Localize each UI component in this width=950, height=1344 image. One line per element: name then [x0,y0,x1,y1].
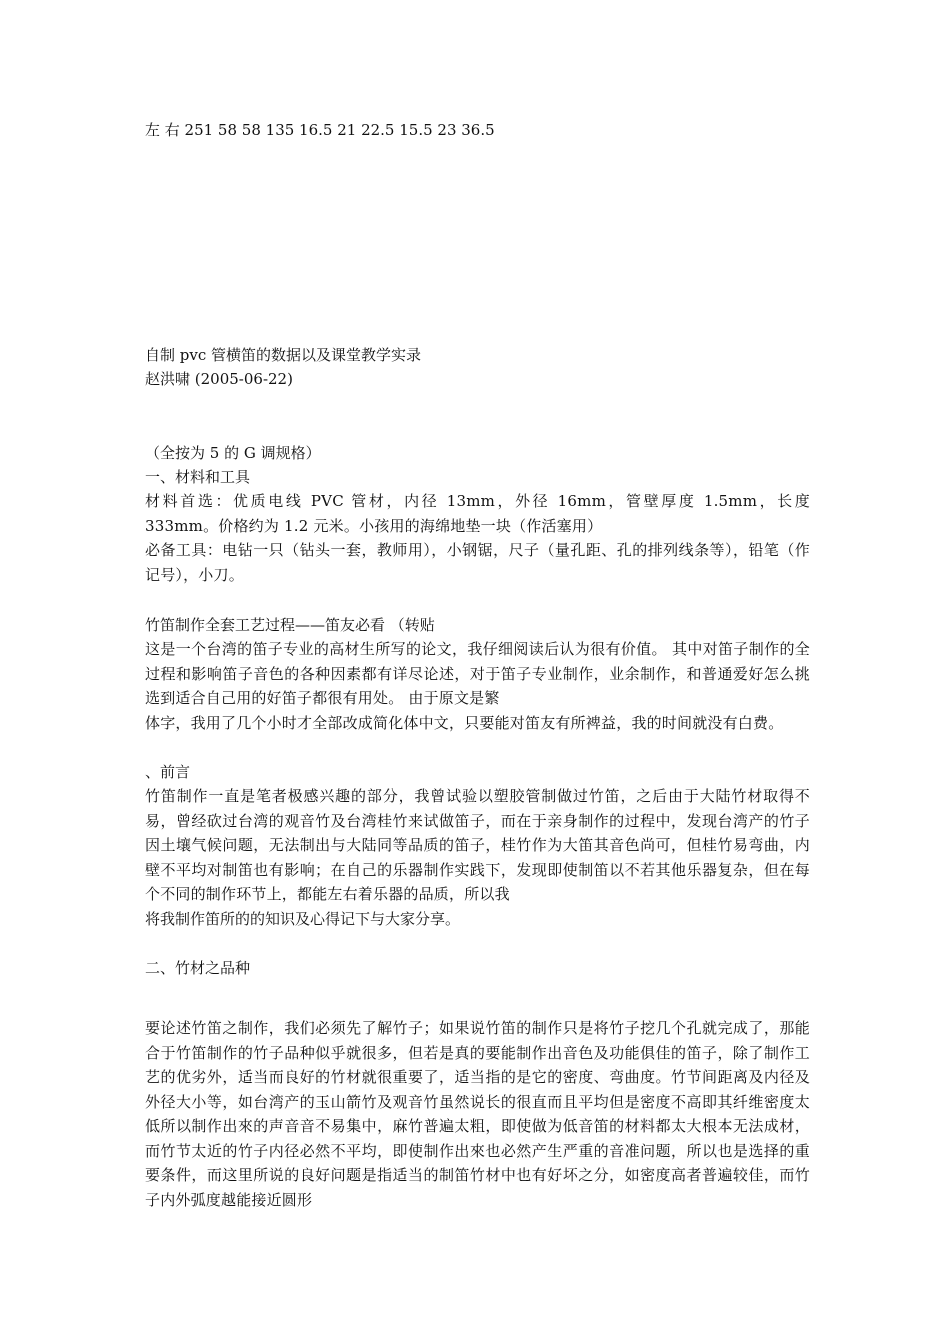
section2-heading: 二、竹材之品种 [145,959,251,977]
intro-paragraph-2: 体字，我用了几个小时才全部改成简化体中文，只要能对笛友有所裨益，我的时间就没有白费。 [145,714,784,732]
document-title: 自制 pvc 管横笛的数据以及课堂教学实录 [145,346,422,364]
section1-heading: 一、材料和工具 [145,468,251,486]
key-note: （全按为 5 的 G 调规格） [145,444,321,462]
preface-paragraph-2: 将我制作笛所的的知识及心得记下与大家分享。 [145,910,461,928]
article-title: 竹笛制作全套工艺过程——笛友必看 （转贴 [145,616,435,634]
preface-paragraph-1: 竹笛制作一直是笔者极感兴趣的部分，我曾试验以塑胶管制做过竹笛，之后由于大陆竹材取得不易，曾经砍过台湾的观音竹及台湾桂竹来试做笛子，而在于亲身制作的过程中，发现台湾产的竹子因土壤气候问题，无法制出与大陆同等品质的笛子，桂竹作为大笛其音色尚可，但桂竹易弯曲，内壁不平均对制笛也有影响；在自己的乐器制作实践下，发现即使制笛以不若其他乐器复杂，但在每个不同的制作环节上，都能左右着乐器的品质，所以我 [145,787,810,903]
data-row-line: 左 右 251 58 58 135 16.5 21 22.5 15.5 23 36.5 [145,121,495,139]
preface-heading: 、前言 [145,763,191,781]
tools-paragraph: 必备工具：电钻一只（钻头一套，教师用），小钢锯，尺子（量孔距、孔的排列线条等），铅笔（作记号），小刀。 [145,541,810,584]
intro-paragraph-1: 这是一个台湾的笛子专业的高材生所写的论文，我仔细阅读后认为很有价值。 其中对笛子制作的全过程和影响笛子音色的各种因素都有详尽论述，对于笛子专业制作，业余制作，和普通爱好怎么挑选到适合自己用的好笛子都很有用处。 由于原文是繁 [145,640,810,707]
materials-paragraph: 材料首选：优质电线 PVC 管材，内径 13mm，外径 16mm，管壁厚度 1.5mm，长度 333mm。价格约为 1.2 元米。小孩用的海绵地垫一块（作活塞用） [145,492,810,535]
author-line: 赵洪啸 (2005-06-22) [145,370,293,388]
section2-paragraph: 要论述竹笛之制作，我们必须先了解竹子；如果说竹笛的制作只是将竹子挖几个孔就完成了，那能合于竹笛制作的竹子品种似乎就很多，但若是真的要能制作出音色及功能俱佳的笛子，除了制作工艺的优劣外，适当而良好的竹材就很重要了，适当指的是它的密度、弯曲度。竹节间距离及内径及外径大小等，如台湾产的玉山箭竹及观音竹虽然说长的很直而且平均但是密度不高即其纤维密度太低所以制作出來的声音音不易集中，麻竹普遍太粗，即使做为低音笛的材料都太大根本无法成材，而竹节太近的竹子内径必然不平均，即使制作出來也必然产生严重的音准问题，所以也是选择的重要条件，而这里所说的良好问题是指适当的制笛竹材中也有好坏之分，如密度高者普遍较佳，而竹子内外弧度越能接近圆形 [145,1019,810,1209]
